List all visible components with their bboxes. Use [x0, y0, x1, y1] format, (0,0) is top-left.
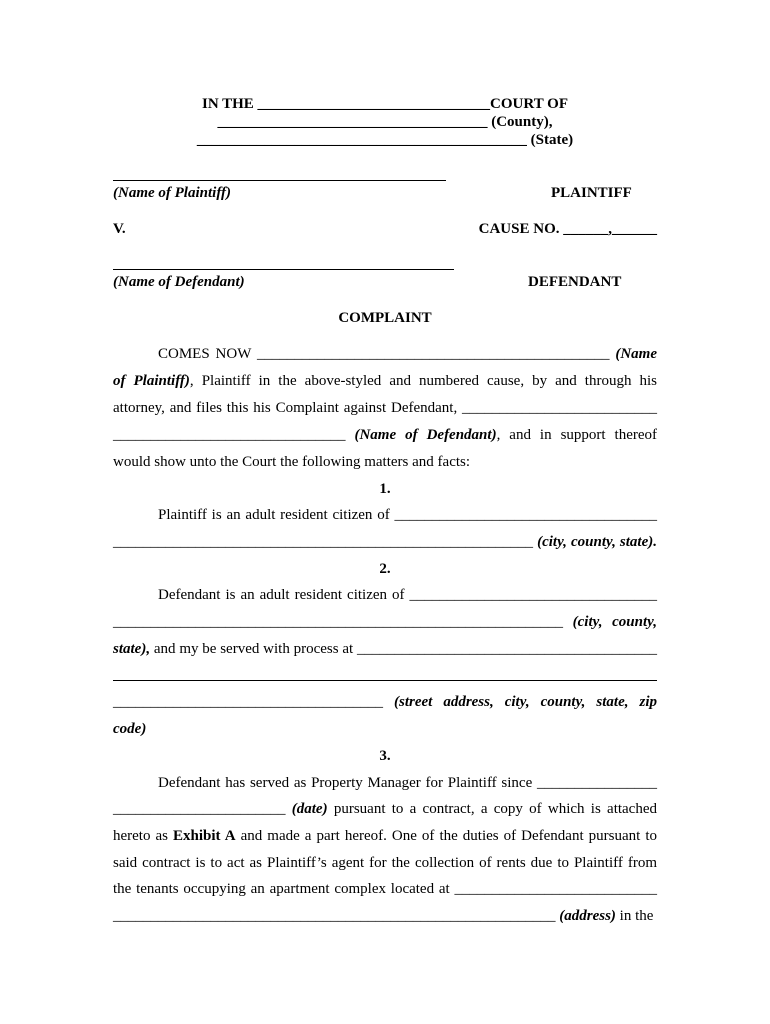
section-2-line-5: [113, 693, 657, 711]
section-2-code-em: code): [113, 721, 147, 737]
section-3-contract-text: pursuant to a contract, a copy of which is attached: [327, 801, 657, 817]
intro-plaintiff-em: of Plaintiff): [113, 373, 190, 389]
section-3-in-the-text: in the: [615, 908, 654, 924]
section-3-duties-text: and made a part hereof. One of the duties of Defendant pursuant to: [235, 828, 658, 844]
section-1-blank: ________________________________________________________: [113, 534, 533, 550]
section-2-line-1: [113, 586, 657, 604]
intro-line-2-text: , Plaintiff in the above-styled and numbered cause, by and through his: [189, 373, 658, 389]
defendant-name-label: (Name of Defendant): [113, 274, 245, 290]
intro-name-em: (Name: [615, 346, 658, 362]
plaintiff-name-label: (Name of Plaintiff): [113, 185, 232, 201]
section-1-number: 1.: [379, 481, 391, 497]
intro-line-2: [113, 372, 657, 390]
exhibit-a-label: Exhibit A: [173, 828, 236, 844]
section-3-line-2: [113, 800, 657, 818]
section-1-line-2: [113, 533, 657, 551]
section-3-line-6: [113, 907, 653, 925]
section-2-location-em: (city, county,: [572, 614, 658, 630]
intro-line-3: attorney, and files this his Complaint against Defendant, __________________________: [113, 400, 657, 416]
section-1-line-1: [113, 506, 657, 524]
document-title: COMPLAINT: [338, 310, 432, 326]
intro-line-4-text: , and in support thereof: [496, 427, 658, 443]
intro-line-5: would show unto the Court the following matters and facts:: [113, 454, 471, 470]
section-1-text: Plaintiff is an adult resident citizen of ___________________________________: [158, 507, 657, 523]
section-2-number: 2.: [379, 561, 391, 577]
section-2-address-blank: ____________________________________: [113, 694, 383, 710]
section-2-text: Defendant is an adult resident citizen of _________________________________: [158, 587, 657, 603]
intro-line-1: [113, 345, 657, 363]
section-3-line-5: the tenants occupying an apartment complex located at ___________________________: [113, 881, 657, 897]
court-header-line-2: ____________________________________ (County),: [217, 114, 553, 130]
intro-defendant-blank: _______________________________: [113, 427, 346, 443]
versus-label: V.: [113, 221, 126, 237]
section-2-state-em: state),: [113, 641, 151, 657]
defendant-label: DEFENDANT: [528, 274, 622, 290]
section-3-address-em: (address): [559, 908, 616, 924]
section-3-date-em: (date): [291, 801, 328, 817]
intro-comes-now: COMES NOW _______________________________________________: [158, 346, 610, 362]
intro-line-4: [113, 426, 657, 444]
section-2-process-text: and my be served with process at ________________________________________: [150, 641, 657, 657]
cause-number: CAUSE NO. ______,______: [478, 221, 657, 237]
section-3-text: Defendant has served as Property Manager for Plaintiff since ________________: [158, 775, 657, 791]
plaintiff-label: PLAINTIFF: [551, 185, 632, 201]
intro-defendant-em: (Name of Defendant): [354, 427, 497, 443]
section-1-location-em: (city, county, state).: [537, 534, 657, 550]
court-header-line-3: ____________________________________________ (State): [196, 132, 574, 148]
section-2-blank: ____________________________________________________________: [113, 614, 563, 630]
section-2-address-em: (street address, city, county, state, zip: [394, 694, 658, 710]
section-3-line-1: [113, 774, 657, 792]
section-3-line-3: [113, 827, 657, 845]
section-3-hereto-text: hereto as: [113, 828, 174, 844]
section-3-date-blank: _______________________: [113, 801, 286, 817]
section-3-line-4: said contract is to act as Plaintiff’s agent for the collection of rents due to Plaintiff from: [113, 855, 657, 871]
section-3-address-blank: ___________________________________________________________: [113, 908, 556, 924]
section-2-line-3: [113, 640, 657, 658]
section-2-line-2: [113, 613, 657, 631]
court-header-line-1: IN THE _______________________________COURT OF: [201, 96, 569, 112]
section-2-address-rule: [113, 680, 657, 681]
plaintiff-name-rule: [113, 180, 446, 181]
defendant-name-rule: [113, 269, 454, 270]
section-3-number: 3.: [379, 748, 391, 764]
